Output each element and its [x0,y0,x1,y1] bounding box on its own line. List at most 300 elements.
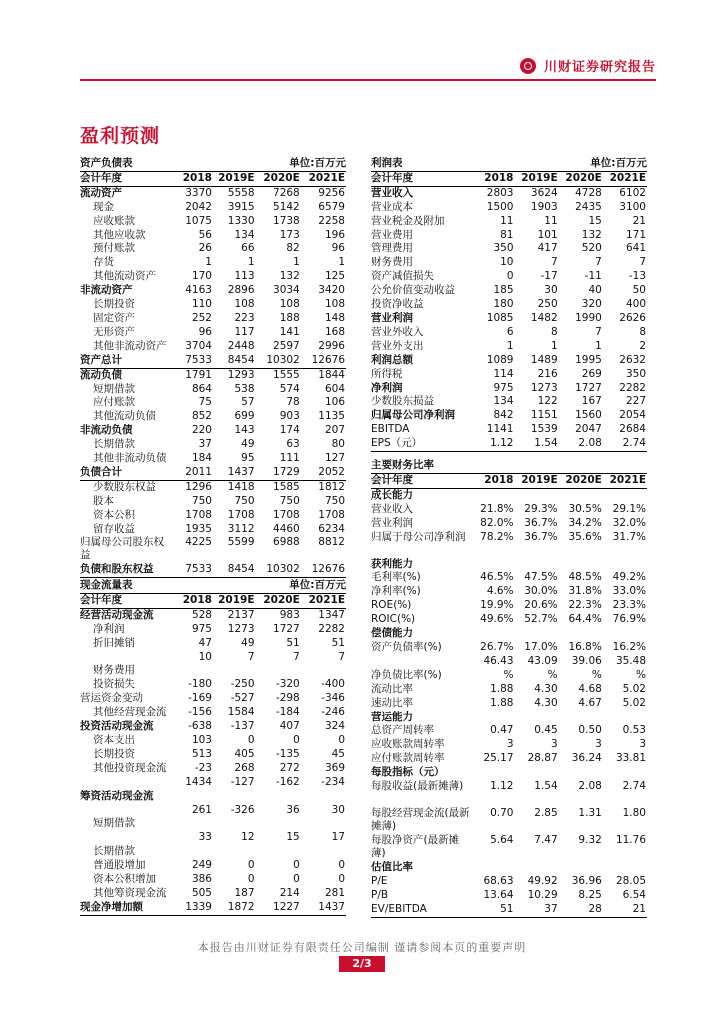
cell-value: 249 [191,859,212,872]
cell-value: 386 [191,873,212,886]
table-row [80,326,346,340]
table-row [371,889,647,903]
row-label: 长期投资 [93,747,135,760]
cell-value: 125 [324,270,345,283]
row-label: EBITDA [371,423,410,436]
row-label: 公允价值变动收益 [371,284,455,297]
row-label: 资产减值损失 [371,270,434,283]
row-label: 偿债能力 [371,627,413,640]
cell-value: 324 [324,720,345,733]
table-row [80,790,346,804]
cell-value: 40 [588,284,602,297]
row-label [80,651,170,665]
cell-value: 2047 [575,423,602,436]
cell-value: -346 [321,692,345,705]
cell-value: 170 [191,270,212,283]
cell-value: 2052 [318,465,345,478]
table-row [80,817,346,831]
cell-value: 36.24 [571,752,602,765]
table-row [371,861,647,875]
cell-value: -298 [275,692,300,705]
cell-value: 1085 [486,311,514,324]
row-label: 其他应收款 [93,228,146,241]
cell-value [603,766,647,780]
cell-value: 5.64 [490,834,514,847]
row-label: 普通股增加 [93,859,146,872]
row-label: 获利能力 [371,557,413,570]
cell-value: 272 [279,761,300,774]
cell-value: 2282 [619,381,646,394]
cell-value: 6234 [318,522,345,535]
cell-value: 43.09 [527,654,558,667]
cell-value: 132 [581,228,602,241]
table-row [371,437,647,451]
cell-value: 2996 [318,339,345,352]
cell-value: 1539 [530,423,558,436]
cell-value: 852 [191,410,212,423]
cell-value: 171 [625,228,646,241]
cell-value: 864 [191,382,212,395]
cell-value: 12676 [311,353,345,366]
table-header-row [371,171,647,186]
cell-value: 36.96 [571,874,602,887]
cell-value: 1075 [185,214,212,227]
table-row [371,724,647,738]
cell-value: 4163 [185,284,212,297]
row-label: 资本公积 [93,508,135,521]
table-title: 主要财务比率 [371,459,434,471]
cell-value: 1555 [256,368,301,382]
cell-value: 35.6% [568,530,602,543]
cell-value: 33 [198,831,212,844]
table-unit: 单位:百万元 [289,579,346,591]
column-header: 2018 [473,171,514,186]
cell-value: 66 [241,242,255,255]
row-label [80,831,170,845]
cell-value: 20.6% [524,599,558,612]
row-label: 投资净收益 [371,298,424,311]
cell-value: 122 [537,395,558,408]
column-header: 2021E [603,473,647,488]
table-row [80,804,346,818]
table-row [371,354,647,368]
cell-value: 9.32 [578,834,602,847]
cell-value: 17 [331,831,345,844]
table-row [80,623,346,637]
cell-value: -23 [194,761,212,774]
cell-value: 320 [581,298,602,311]
cell-value: 252 [191,311,212,324]
table-row [371,531,647,558]
cell-value [256,664,301,678]
cell-value: -162 [275,775,300,788]
cell-value: % [591,668,602,681]
cell-value: 1 [506,339,514,352]
cell-value: 127 [324,452,345,465]
row-label: 应付账款 [93,396,135,409]
table-row [80,762,346,776]
cell-value: 7 [595,256,602,269]
cell-value: 1 [247,256,255,269]
cell-value [473,627,514,641]
row-label: 经营活动现金流 [80,608,154,621]
cell-value [559,711,603,725]
cell-value: -250 [230,678,255,691]
table-row [80,536,346,563]
cell-value: 49 [241,636,255,649]
table-row [80,901,346,915]
column-header: 2020E [559,171,603,186]
table-row [371,834,647,861]
cell-value: 106 [324,396,345,409]
table-row [371,242,647,256]
cell-value: 1738 [273,214,300,227]
cell-value: 1560 [575,409,602,422]
cell-value: 2632 [619,353,646,366]
table-row [80,608,346,622]
cell-value [213,845,256,859]
cell-value: 2258 [318,214,345,227]
cell-value: 1434 [185,775,212,788]
row-label: 其他流动负债 [93,410,156,423]
cell-value [559,488,603,502]
column-header: 会计年度 [80,593,170,608]
table-row [371,558,647,572]
row-label: ROIC(%) [371,613,416,626]
cell-value [473,711,514,725]
column-header: 2018 [473,473,514,488]
cell-value: 1.12 [473,437,514,451]
cell-value: 51 [473,903,514,917]
table-row [80,859,346,873]
table-row [371,780,647,807]
cell-value: 8.25 [578,888,602,901]
row-label: 每股净资产(最新摊薄) [371,834,460,860]
cell-value: 3704 [185,339,212,352]
cell-value: 1935 [185,522,212,535]
cell-value: 513 [191,747,212,760]
table-row [80,887,346,901]
row-label: 每股指标（元） [371,766,445,779]
table-row [80,438,346,452]
cell-value: 903 [279,410,300,423]
cell-value: 37 [515,903,559,917]
cell-value: 49.2% [612,571,646,584]
row-label: 其他经营现金流 [93,706,167,719]
table-row [80,201,346,215]
row-label: 少数股东权益 [80,480,170,494]
cell-value [473,766,514,780]
cell-value: 2.08 [578,780,602,793]
cell-value: 1585 [256,480,301,494]
cell-value: 1995 [575,353,602,366]
cell-value: 520 [581,242,602,255]
row-label: 净利率(%) [371,585,421,598]
row-label: 折旧摊销 [93,636,135,649]
row-label: 股本 [93,494,114,507]
cell-value: 1 [338,256,345,269]
income-statement-table [371,157,647,452]
cell-value: 0 [338,859,345,872]
cell-value: 36 [286,803,300,816]
cell-value: 51 [331,636,345,649]
table-row [80,664,346,678]
cell-value: 1293 [213,368,256,382]
cell-value: 3 [595,738,602,751]
cell-value: 4460 [273,522,300,535]
cell-value: 2.74 [603,437,647,451]
table-row [80,734,346,748]
cell-value: 196 [324,228,345,241]
cell-value: 4.67 [578,696,602,709]
cell-value: 3 [506,738,514,751]
cell-value: 143 [234,424,255,437]
column-header: 2021E [301,171,346,186]
row-label: 应收账款 [93,214,135,227]
row-label: 总资产周转率 [371,724,434,737]
row-label: 营业利润 [371,516,413,529]
row-label: 营业收入 [371,502,413,515]
cell-value: 6579 [318,200,345,213]
logo-icon [520,58,536,74]
table-row [80,242,346,256]
cell-value: 80 [331,438,345,451]
cell-value: 1729 [273,465,300,478]
cell-value: 36.7% [524,516,558,529]
cell-value: 7 [639,256,646,269]
table-row [80,410,346,424]
row-label: 长期投资 [93,298,135,311]
table-row [80,678,346,692]
table-row [371,875,647,889]
table-row [80,270,346,284]
cell-value: 1 [595,339,602,352]
cell-value: 96 [331,242,345,255]
cell-value: -246 [321,706,345,719]
table-row [371,669,647,683]
cell-value: -169 [188,692,212,705]
cell-value: 1151 [530,409,558,422]
cell-value: 7533 [185,353,212,366]
row-label: 流动比率 [371,682,413,695]
table-row [371,903,647,917]
column-header: 会计年度 [371,473,473,488]
cell-value: -137 [230,720,255,733]
cell-value: 75 [198,396,212,409]
cell-value: 1273 [530,381,558,394]
cell-value [603,861,647,875]
cell-value: 82 [286,242,300,255]
cell-value: 26.7% [480,640,514,653]
cell-value: 64.4% [568,613,602,626]
table-row [371,655,647,669]
cell-value: 227 [625,395,646,408]
table-row [371,423,647,437]
cell-value: 9256 [318,186,345,199]
table-row [371,326,647,340]
cell-value: 47 [198,636,212,649]
row-label [371,655,473,669]
table-row [371,382,647,396]
cell-value: 108 [279,298,300,311]
table-row [80,215,346,229]
row-label: 非流动负债 [80,424,133,437]
cell-value: 51 [286,636,300,649]
cell-value: 17.0% [524,640,558,653]
cell-value: 49.92 [527,874,558,887]
cell-value: 101 [537,228,558,241]
cell-value: 1708 [185,508,212,521]
row-label: 资本公积增加 [93,873,156,886]
cell-value: 6.54 [622,888,646,901]
financial-ratios-table [371,459,647,918]
cell-value: 1708 [318,508,345,521]
cell-value: 505 [191,886,212,899]
cell-value: 983 [279,608,300,621]
cell-value: 76.9% [612,613,646,626]
row-label: 成长能力 [371,488,413,501]
row-label: 营业费用 [371,228,413,241]
cell-value: 10 [198,650,212,663]
row-label: 长期借款 [93,845,135,858]
row-label: 其他投资现金流 [93,761,167,774]
cell-value: 114 [493,367,514,380]
table-row [371,395,647,409]
disclaimer: 本报告由川财证券有限责任公司编制 谨请参阅本页的重要声明 [197,941,527,954]
cell-value: 3624 [530,186,558,199]
cell-value: 113 [234,270,255,283]
page-number: 2/3 [339,956,385,972]
cell-value: 1330 [227,214,255,227]
cell-value: 5.02 [622,696,646,709]
cell-value: 1.31 [578,807,602,820]
cell-value: 750 [234,494,255,507]
cell-value: 78.2% [480,530,514,543]
cell-value: 31.8% [568,585,602,598]
row-label: 财务费用 [371,256,413,269]
row-label: 筹资活动现金流 [80,789,154,802]
row-label: P/B [371,888,389,901]
cell-value: 216 [537,367,558,380]
cell-value: 0 [293,859,300,872]
row-label [80,804,170,818]
cell-value: 350 [493,242,514,255]
row-label: 应收账款周转率 [371,738,445,751]
cell-value [256,817,301,831]
table-title: 利润表 [371,157,403,169]
cell-value: 4.68 [578,682,602,695]
cell-value: 82.0% [480,516,514,529]
cell-value: 21.8% [480,502,514,515]
cell-value: 148 [324,311,345,324]
table-row [80,186,346,200]
table-row [371,340,647,354]
cell-value: 23.3% [612,599,646,612]
cell-value: 35.48 [615,654,646,667]
table-row [371,711,647,725]
table-row [371,409,647,423]
table-row [371,571,647,585]
cell-value: 184 [191,452,212,465]
column-header: 2019E [213,593,256,608]
table-row [371,298,647,312]
cell-value: 36.7% [524,530,558,543]
cell-value: 0.47 [490,724,514,737]
cell-value: 1339 [170,901,213,915]
cell-value [213,664,256,678]
table-row [371,256,647,270]
cell-value: 3420 [318,284,345,297]
cell-value: 400 [625,298,646,311]
cell-value: 26 [198,242,212,255]
table-row [80,383,346,397]
cell-value: % [503,668,514,681]
cell-value [515,488,559,502]
cell-value [559,627,603,641]
cell-value: 0 [506,270,514,283]
cell-value: 1708 [227,508,255,521]
cell-value: -13 [628,270,646,283]
table-row [80,354,346,368]
cell-value: 46.43 [483,654,514,667]
cell-value: 21 [632,214,646,227]
table-unit: 单位:百万元 [590,157,647,169]
table-row [371,585,647,599]
cell-value: 95 [241,452,255,465]
cell-value: 13.64 [483,888,514,901]
table-row [80,480,346,494]
table-row [371,503,647,517]
cell-value: 0.53 [622,724,646,737]
cell-value: 117 [234,325,255,338]
cell-value: 2896 [227,284,255,297]
row-label: 负债合计 [80,465,122,478]
cell-value: 574 [279,382,300,395]
row-label: 资本支出 [93,733,135,746]
cell-value: 56 [198,228,212,241]
cell-value: -135 [275,747,300,760]
cell-value: 975 [493,381,514,394]
cell-value: 1141 [486,423,514,436]
row-label: 投资损失 [93,678,135,691]
cell-value: 3034 [273,284,300,297]
row-label: 无形资产 [93,325,135,338]
table-row [80,229,346,243]
table-row [80,706,346,720]
cell-value: 15 [588,214,602,227]
column-header: 会计年度 [371,171,473,186]
cell-value: 0 [247,733,255,746]
cell-value: 2 [639,339,646,352]
cell-value: 21 [603,903,647,917]
row-label: 营运资金变动 [80,692,143,705]
row-label: 财务费用 [93,664,135,677]
row-label: 资产负债率(%) [371,640,442,653]
cell-value: 2042 [185,200,212,213]
row-label: 营业利润 [371,311,413,324]
column-header: 2019E [515,473,559,488]
cell-value [515,627,559,641]
column-header: 2020E [256,171,301,186]
cell-value: 3 [639,738,646,751]
row-label: 估值比率 [371,861,413,874]
table-header-row [80,593,346,608]
cell-value: 37 [198,438,212,451]
cell-value: 1437 [227,465,255,478]
cell-value [213,817,256,831]
cell-value: 12676 [301,563,346,577]
cell-value: 30 [544,284,558,297]
